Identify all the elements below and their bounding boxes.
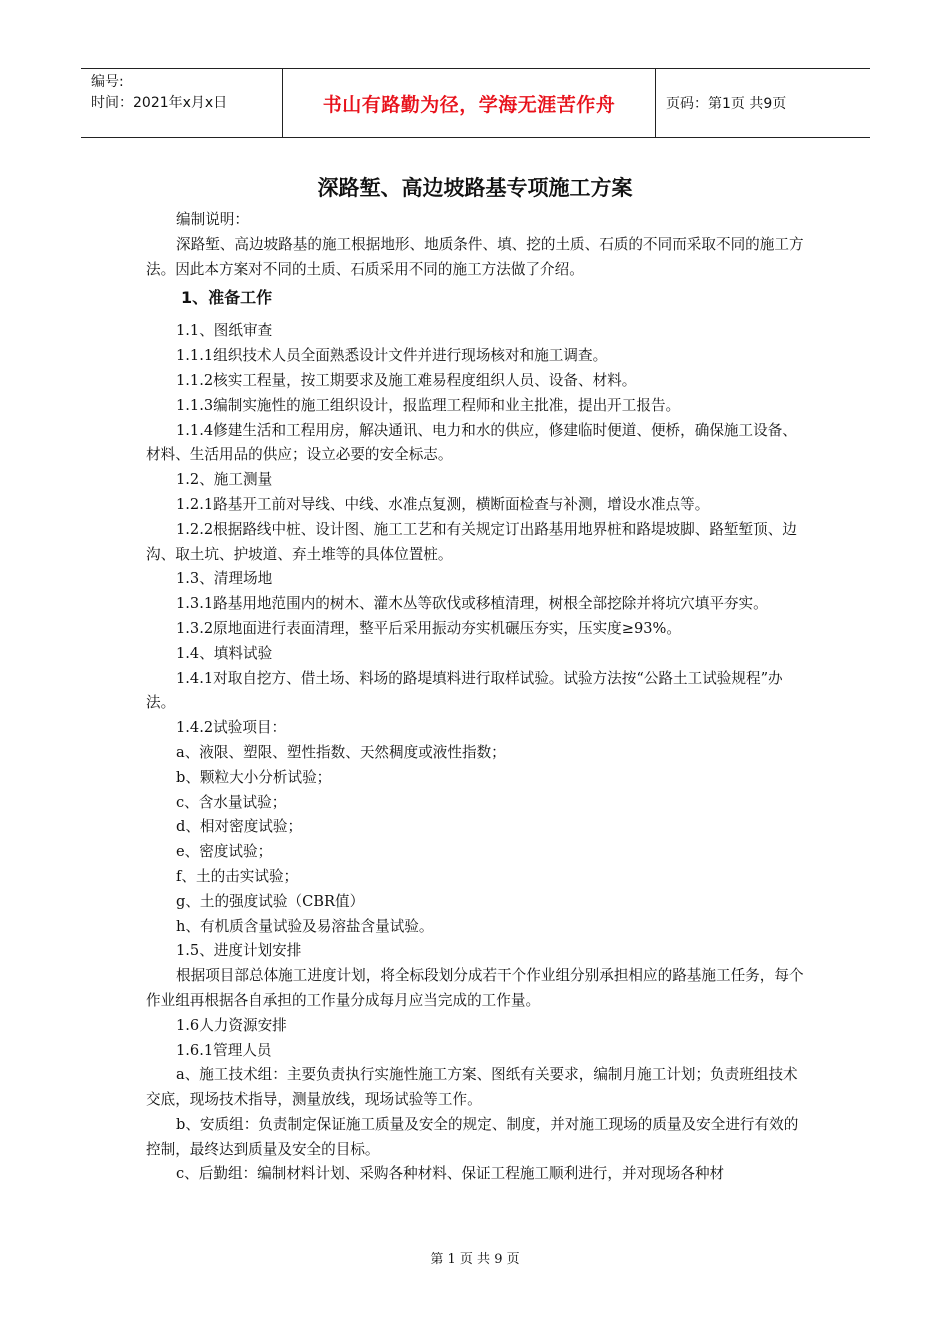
- motto-text: 书山有路勤为径，学海无涯苦作舟: [322, 93, 616, 116]
- header-page-cell: [656, 69, 870, 137]
- paragraph: 1.1.3编制实施性的施工组织设计，报监理工程师和业主批准，提出开工报告。: [176, 396, 681, 414]
- paragraph: 1.4.2试验项目：: [176, 719, 287, 737]
- paragraph: 1.3.2原地面进行表面清理，整平后采用振动夯实机碾压夯实，压实度≥93%。: [176, 619, 682, 637]
- page-info: 页码：第1页 共9页: [666, 96, 787, 112]
- header-motto-cell: [282, 69, 656, 137]
- subsection-heading: 1.6人力资源安排: [176, 1016, 287, 1034]
- time-label: 时间：2021年x月x日: [91, 95, 228, 111]
- paragraph: 1.6.1管理人员: [176, 1041, 272, 1059]
- paragraph: a、施工技术组：主要负责执行实施性施工方案、图纸有关要求，编制月施工计划；负责班组技术交底，现场技术指导，测量放线，现场试验等工作。: [146, 1066, 798, 1109]
- subsection-heading: 1.5、进度计划安排: [176, 942, 302, 960]
- preface-label: 编制说明：: [176, 211, 249, 228]
- header-left-cell: [81, 69, 282, 137]
- list-item: d、相对密度试验；: [176, 818, 303, 836]
- list-item: g、土的强度试验（CBR值）: [176, 892, 365, 910]
- section-heading: 1、准备工作: [181, 288, 273, 308]
- list-item: h、有机质含量试验及易溶盐含量试验。: [176, 917, 434, 935]
- subsection-heading: 1.3、清理场地: [176, 570, 273, 588]
- preface-text: 深路堑、高边坡路基的施工根据地形、地质条件、填、挖的土质、石质的不同而采取不同的施工方法。因此本方案对不同的土质、石质采用不同的施工方法做了介绍。: [146, 235, 804, 278]
- list-item: c、含水量试验；: [176, 793, 287, 811]
- serial-label: 编号:: [91, 74, 124, 90]
- list-item: b、颗粒大小分析试验；: [176, 768, 332, 786]
- paragraph: 1.1.4修建生活和工程用房，解决通讯、电力和水的供应，修建临时便道、便桥，确保施工设备、材料、生活用品的供应；设立必要的安全标志。: [146, 421, 797, 464]
- paragraph: 1.2.2根据路线中桩、设计图、施工工艺和有关规定订出路基用地界桩和路堤坡脚、路堑堑顶、边沟、取土坑、护坡道、弃土堆等的具体位置桩。: [146, 520, 797, 563]
- paragraph: 1.1.1组织技术人员全面熟悉设计文件并进行现场核对和施工调查。: [176, 347, 608, 365]
- page-footer: 第 1 页 共 9 页: [430, 1252, 520, 1267]
- list-item: f、土的击实试验；: [176, 867, 299, 885]
- paragraph: 1.2.1路基开工前对导线、中线、水准点复测，横断面检查与补测，增设水准点等。: [176, 495, 710, 513]
- paragraph: 根据项目部总体施工进度计划，将全标段划分成若干个作业组分别承担相应的路基施工任务，每个作业组再根据各自承担的工作量分成每月应当完成的工作量。: [146, 967, 804, 1009]
- paragraph: b、安质组：负责制定保证施工质量及安全的规定、制度，并对施工现场的质量及安全进行有效的控制，最终达到质量及安全的目标。: [146, 1115, 799, 1158]
- list-item: a、液限、塑限、塑性指数、天然稠度或液性指数；: [176, 743, 506, 761]
- paragraph: 1.4.1对取自挖方、借土场、料场的路堤填料进行取样试验。试验方法按“公路土工试验规程”办法。: [146, 669, 783, 712]
- subsection-heading: 1.2、施工测量: [176, 471, 273, 489]
- list-item: e、密度试验；: [176, 843, 273, 861]
- document-body: [146, 208, 810, 1187]
- page-header: [81, 68, 870, 138]
- paragraph: 1.3.1路基用地范围内的树木、灌木丛等砍伐或移植清理，树根全部挖除并将坑穴填平夯实。: [176, 595, 768, 613]
- paragraph: c、后勤组：编制材料计划、采购各种材料、保证工程施工顺利进行，并对现场各种材: [176, 1165, 725, 1183]
- paragraph: 1.1.2核实工程量，按工期要求及施工难易程度组织人员、设备、材料。: [176, 371, 637, 389]
- subsection-heading: 1.4、填料试验: [176, 644, 273, 662]
- subsection-heading: 1.1、图纸审查: [176, 322, 273, 340]
- document-title: 深路堑、高边坡路基专项施工方案: [317, 176, 633, 200]
